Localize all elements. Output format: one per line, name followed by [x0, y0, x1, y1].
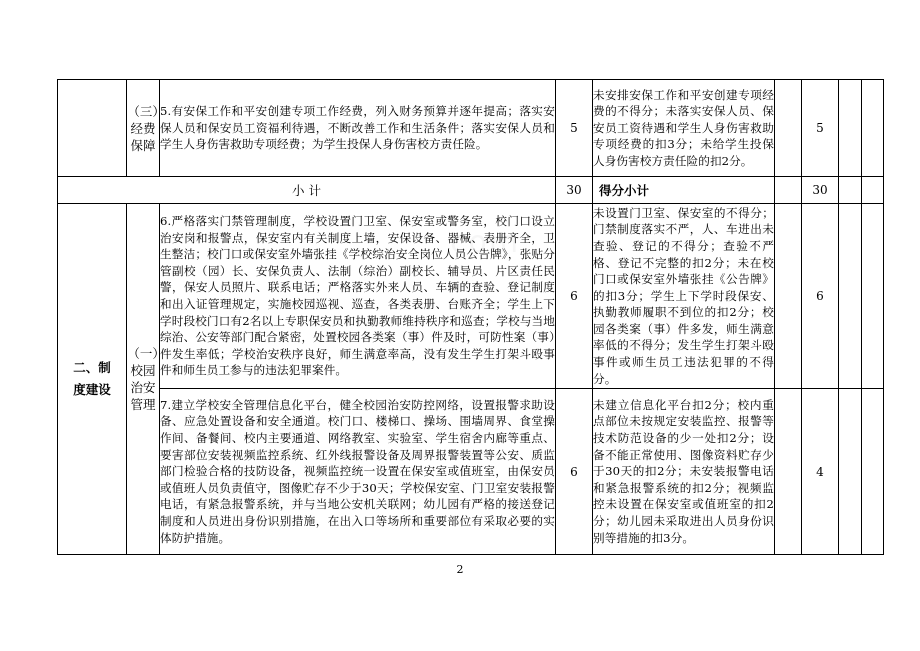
evaluation-table: [57, 79, 884, 555]
standard-content: 7.建立学校安全管理信息化平台，健全校园治安防控网络，设置报警求助设备、应急处置设备和安全通道。校门口、楼梯口、操场、围墙周界、食堂操作间、备餐间、校内主要通道、网络教室、实验室、学生宿舍内廊等重点、要害部位安装视频监控系统、红外线报警设备及周界报警装置等公安、质监部门检验合格的技防设备，视频监控统一设置在保安室或值班室，由保安员或值班人员负责值守，图像贮存不少于30天；学校保安室、门卫室安装报警电话，有紧急报警系统，并与当地公安机关联网；幼儿园有严格的接送登记制度和人员进出身份识别措施，在出入口等场所和重要部位有采取必要的实体防护措施。: [160, 389, 556, 555]
empty-cell: [775, 80, 802, 177]
empty-cell: [862, 389, 884, 555]
obtained-score: 4: [802, 389, 839, 555]
page-number: 2: [456, 563, 464, 576]
sub-item-label: （一）校园治安管理: [127, 204, 160, 555]
empty-cell: [775, 177, 802, 204]
empty-cell: [839, 177, 862, 204]
standard-score: 6: [556, 204, 593, 389]
empty-cell: [839, 80, 862, 177]
sub-item-label: （三）经费保障: [127, 80, 160, 177]
table-row: [58, 389, 884, 555]
empty-cell: [862, 177, 884, 204]
empty-cell: [862, 80, 884, 177]
subtotal-obtained-label: 得分小计: [593, 177, 775, 204]
category-label: 二、制度建设: [58, 204, 127, 555]
empty-cell: [775, 204, 802, 389]
subtotal-score: 30: [556, 177, 593, 204]
empty-cell: [839, 204, 862, 389]
standard-score: 5: [556, 80, 593, 177]
deduction-rule: 未安排安保工作和平安创建专项经费的不得分；未落实安保人员、保安员工资待遇和学生人身伤害救助专项经费的扣3分；未给学生投保人身伤害校方责任险的扣2分。: [593, 80, 775, 177]
subtotal-row: [58, 177, 884, 204]
obtained-score: 6: [802, 204, 839, 389]
subtotal-obtained-score: 30: [802, 177, 839, 204]
subtotal-label: 小 计: [58, 177, 556, 204]
standard-content: 6.严格落实门禁管理制度，学校设置门卫室、保安室或警务室，校门口设立治安岗和报警点，保安室内有关制度上墙，安保设备、器械、表册齐全，卫生整洁；校门口或保安室外墙张挂《学校综治安全岗位人员公告牌》，张贴分管副校（园）长、安保负责人、法制（综治）副校长、辅导员、片区责任民警，保安人员照片、联系电话；严格落实外来人员、车辆的查验、登记制度和出入证管理规定，实施校园巡视、巡查，各类表册、台账齐全；学生上下学时段校门口有2名以上专职保安员和执勤教师维持秩序和巡查；学校与当地综治、公安等部门配合紧密，处置校园各类案（事）件及时，可防性案（事）件发生率低；学校治安秩序良好，师生满意率高，没有发生学生打架斗殴事件和师生员工参与的违法犯罪案件。: [160, 204, 556, 389]
standard-score: 6: [556, 389, 593, 555]
empty-cell: [839, 389, 862, 555]
standard-content: 5.有安保工作和平安创建专项工作经费，列入财务预算并逐年提高；落实安保人员和保安员工资福利待遇，不断改善工作和生活条件；落实安保人员和学生人身伤害救助专项经费；为学生投保人身伤害校方责任险。: [160, 80, 556, 177]
empty-cell: [775, 389, 802, 555]
obtained-score: 5: [802, 80, 839, 177]
category-cell-empty: [58, 80, 127, 177]
deduction-rule: 未设置门卫室、保安室的不得分；门禁制度落实不严，人、车进出未查验、登记的不得分；查验不严格、登记不完整的扣2分；未在校门口或保安室外墙张挂《公告牌》的扣3分；学生上下学时段保安、执勤教师履职不到位的扣2分；校园各类案（事）件多发，师生满意率低的不得分；发生学生打架斗殴事件或师生员工违法犯罪的不得分。: [593, 204, 775, 389]
empty-cell: [862, 204, 884, 389]
deduction-rule: 未建立信息化平台扣2分；校内重点部位未按规定安装监控、报警等技术防范设备的少一处扣2分；设备不能正常使用、图像资料贮存少于30天的扣2分；未安装报警电话和紧急报警系统的扣2分；视频监控未设置在保安室或值班室的扣2分；幼儿园未采取进出人员身份识别等措施的扣3分。: [593, 389, 775, 555]
table-row: [58, 204, 884, 389]
table-row: [58, 80, 884, 177]
